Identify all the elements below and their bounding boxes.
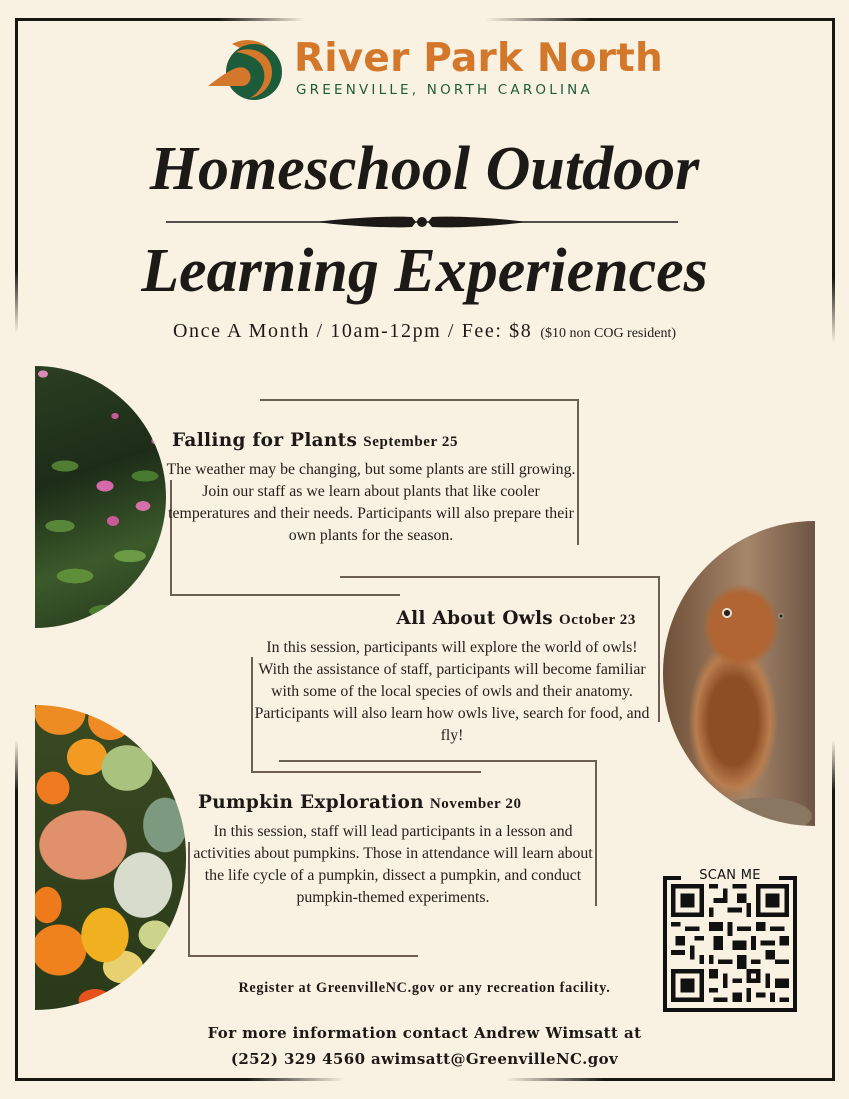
logo-title: River Park North [294, 36, 663, 81]
section-1-frame-bottom [170, 594, 400, 596]
session-heading [166, 428, 576, 455]
session-description: The weather may be changing, but some plants are still growing. Join our staff as we learn about plants that like cooler temperatures and their needs. Participants will also prepare their own plants for the season. [166, 461, 576, 544]
frame-top-left [15, 18, 305, 21]
section-1-frame-right [577, 399, 579, 545]
assorted-pumpkins-photo [35, 705, 186, 1010]
ornamental-divider [166, 211, 678, 233]
session-description: In this session, participants will explore the world of owls! With the assistance of staff, participants will become familiar with some of the local species of owls and their anatomy. Participants will also learn how owls live, search for food, and fly! [254, 639, 650, 744]
session-heading [190, 790, 596, 817]
session-pumpkin-exploration [190, 790, 596, 909]
schedule-and-fee [0, 320, 849, 343]
session-name: All About Owls [396, 608, 554, 629]
session-all-about-owls [252, 606, 652, 747]
section-2-frame-right [658, 576, 660, 722]
schedule-text: Once A Month / 10am-12pm / Fee: $8 [172, 320, 533, 342]
session-falling-for-plants [166, 428, 576, 547]
page-title-line-1: Homeschool Outdoor [149, 135, 700, 203]
session-date: October 23 [559, 612, 636, 628]
duck-head-logo-icon [206, 38, 282, 102]
contact-info-line-2: (252) 329 4560 awimsatt@GreenvilleNC.gov [230, 1050, 619, 1068]
frame-bottom-left [15, 1078, 345, 1081]
session-heading [252, 606, 652, 633]
contact-info-line-1: For more information contact Andrew Wimsatt at [207, 1024, 642, 1042]
river-park-north-logo [206, 36, 663, 104]
logo-subtitle: GREENVILLE, NORTH CAROLINA [296, 82, 593, 98]
session-name: Pumpkin Exploration [198, 792, 424, 813]
page-title-line-2: Learning Experiences [141, 237, 708, 305]
section-2-frame-top [340, 576, 660, 578]
session-date: September 25 [363, 434, 459, 450]
session-description: In this session, staff will lead participants in a lesson and activities about pumpkins. Those in attendance will learn about the life cycle of a pumpkin, dissect a pumpkin, and conduct pumpkin-themed experiments. [193, 823, 593, 906]
fee-note: ($10 non COG resident) [540, 326, 677, 341]
screech-owl-photo [663, 521, 815, 826]
section-2-frame-bottom [251, 771, 481, 773]
frame-top-right [485, 18, 835, 21]
registration-info: Register at GreenvilleNC.gov or any recreation facility. [238, 980, 611, 996]
section-3-frame-top [279, 760, 597, 762]
session-name: Falling for Plants [172, 430, 358, 451]
section-1-frame-top [260, 399, 578, 401]
qr-scan-label: SCAN ME [699, 868, 761, 883]
pink-turtlehead-flowers-photo [35, 366, 166, 628]
session-date: November 20 [429, 796, 522, 812]
section-3-frame-bottom [188, 955, 418, 957]
frame-bottom-right [505, 1078, 835, 1081]
